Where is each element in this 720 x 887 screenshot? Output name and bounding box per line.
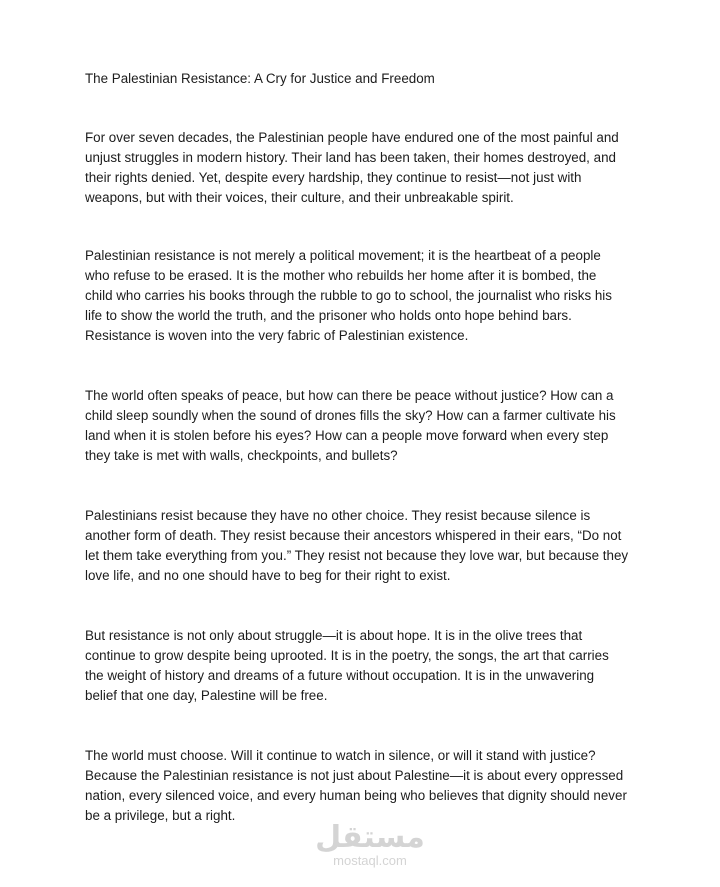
text-line: who refuse to be erased. It is the mother who rebuilds her home after it is bombed, the (85, 268, 597, 283)
text-line: Resistance is woven into the very fabric of Palestinian existence. (85, 328, 469, 343)
text-line: The world must choose. Will it continue to watch in silence, or will it stand with justice? (85, 748, 596, 763)
text-line: weapons, but with their voices, their culture, and their unbreakable spirit. (85, 190, 514, 205)
text-line: Because the Palestinian resistance is not just about Palestine—it is about every oppressed (85, 768, 624, 783)
text-line: The world often speaks of peace, but how can there be peace without justice? How can a (85, 388, 614, 403)
paragraph-1 (85, 128, 619, 208)
text-line: But resistance is not only about struggle—it is about hope. It is in the olive trees that (85, 628, 583, 643)
text-line: nation, every silenced voice, and every human being who believes that dignity should never (85, 788, 627, 803)
text-line: Palestinians resist because they have no other choice. They resist because silence is (85, 508, 591, 523)
mostaql-watermark (300, 822, 440, 868)
text-line: let them take everything from you.” They resist not because they love war, but because they (85, 548, 629, 563)
paragraph-2 (85, 246, 612, 346)
text-line: land when it is stolen before his eyes? How can a people move forward when every step (85, 428, 609, 443)
text-line: their rights denied. Yet, despite every hardship, they continue to resist—not just with (85, 170, 582, 185)
watermark-domain: mostaql.com (333, 853, 407, 868)
text-line: they take is met with walls, checkpoints, and bullets? (85, 448, 398, 463)
paragraph-6 (85, 746, 627, 826)
text-line: Palestinian resistance is not merely a political movement; it is the heartbeat of a people (85, 248, 601, 263)
text-line: belief that one day, Palestine will be free. (85, 688, 328, 703)
watermark-arabic: مستقل (315, 820, 425, 855)
text-line: continue to grow despite being uprooted. It is in the poetry, the songs, the art that carries (85, 648, 609, 663)
text-line: another form of death. They resist because their ancestors whispered in their ears, “Do not (85, 528, 622, 543)
text-line: child who carries his books through the rubble to go to school, the journalist who risks his (85, 288, 612, 303)
paragraph-5 (85, 626, 609, 706)
text-line: be a privilege, but a right. (85, 808, 236, 823)
text-line: love life, and no one should have to beg for their right to exist. (85, 568, 451, 583)
text-line: For over seven decades, the Palestinian people have endured one of the most painful and (85, 130, 619, 145)
text-line: unjust struggles in modern history. Their land has been taken, their homes destroyed, and (85, 150, 616, 165)
paragraph-3 (85, 386, 616, 466)
document-title: The Palestinian Resistance: A Cry for Justice and Freedom (85, 71, 435, 86)
text-line: the weight of history and dreams of a future without occupation. It is in the unwavering (85, 668, 595, 683)
text-line: child sleep soundly when the sound of drones fills the sky? How can a farmer cultivate his (85, 408, 616, 423)
paragraph-4 (85, 506, 628, 586)
text-line: life to show the world the truth, and the prisoner who holds onto hope behind bars. (85, 308, 572, 323)
